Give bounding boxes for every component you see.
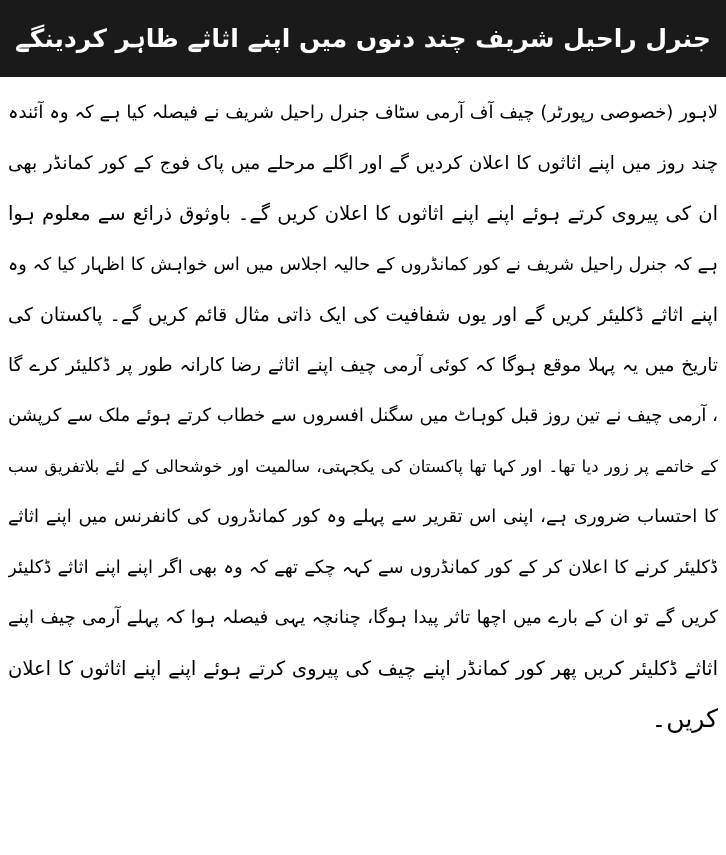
headline-banner [0,0,726,77]
article-line-9: کا احتساب ضروری ہے، اپنی اس تقریر سے پہلے وہ کور کمانڈروں کی کانفرنس میں اپنے اثاثے [8,506,718,527]
article-line-2: چند روز میں اپنے اثاثوں کا اعلان کردیں گے اور اگلے مرحلے میں پاک فوج کے کور کمانڈر بھی [8,152,718,174]
headline: جنرل راحیل شریف چند دنوں میں اپنے اثاثے ظاہر کردینگے [15,24,711,53]
article-line-13: کریں۔ [651,704,718,733]
article-line-12: اثاثے ڈکلیئر کریں پھر کور کمانڈر اپنے چیف کی پیروی کرتے ہوئے اپنے اپنے اثاثوں کا اعلان [8,656,718,680]
article-line-11: کریں گے تو ان کے بارے میں اچھا تاثر پیدا ہوگا، چنانچہ یہی فیصلہ ہوا کہ پہلے آرمی چیف اپنے [8,607,718,628]
article-line-7: ، آرمی چیف نے تین روز قبل کوہاٹ میں سگنل افسروں سے خطاب کرتے ہوئے ملک سے کرپشن [8,405,718,426]
article-body [8,88,718,745]
article-line-3: ان کی پیروی کرتے ہوئے اپنے اپنے اثاثوں کا اعلان کریں گے۔ باوثوق ذرائع سے معلوم ہوا [8,202,718,225]
article-line-8: کے خاتمے پر زور دیا تھا۔ اور کہا تھا پاکستان کی یکجہتی، سالمیت اور خوشحالی کے لئے بلاتفریق سب [8,456,718,476]
article-line-10: ڈکلیئر کرنے کا اعلان کر کے کور کمانڈروں سے کہہ چکے تھے کہ وہ بھی اگر اپنے اپنے اثاثے ڈکلیئر [8,556,718,578]
article-line-1: لاہور (خصوصی رپورٹر) چیف آف آرمی سٹاف جنرل راحیل شریف نے فیصلہ کیا ہے کہ وہ آئندہ [8,102,718,123]
article-line-5: اپنے اثاثے ڈکلیئر کریں گے اور یوں شفافیت کی ایک ذاتی مثال قائم کریں گے۔ پاکستان کی [8,304,718,326]
article-line-6: تاریخ میں یہ پہلا موقع ہوگا کہ کوئی آرمی چیف اپنے اثاثے رضا کارانہ طور پر ڈکلیئر کرے گا [8,354,718,376]
article-line-4: ہے کہ جنرل راحیل شریف نے کور کمانڈروں کے حالیہ اجلاس میں اس خواہش کا اظہار کیا کہ وہ [8,254,718,275]
